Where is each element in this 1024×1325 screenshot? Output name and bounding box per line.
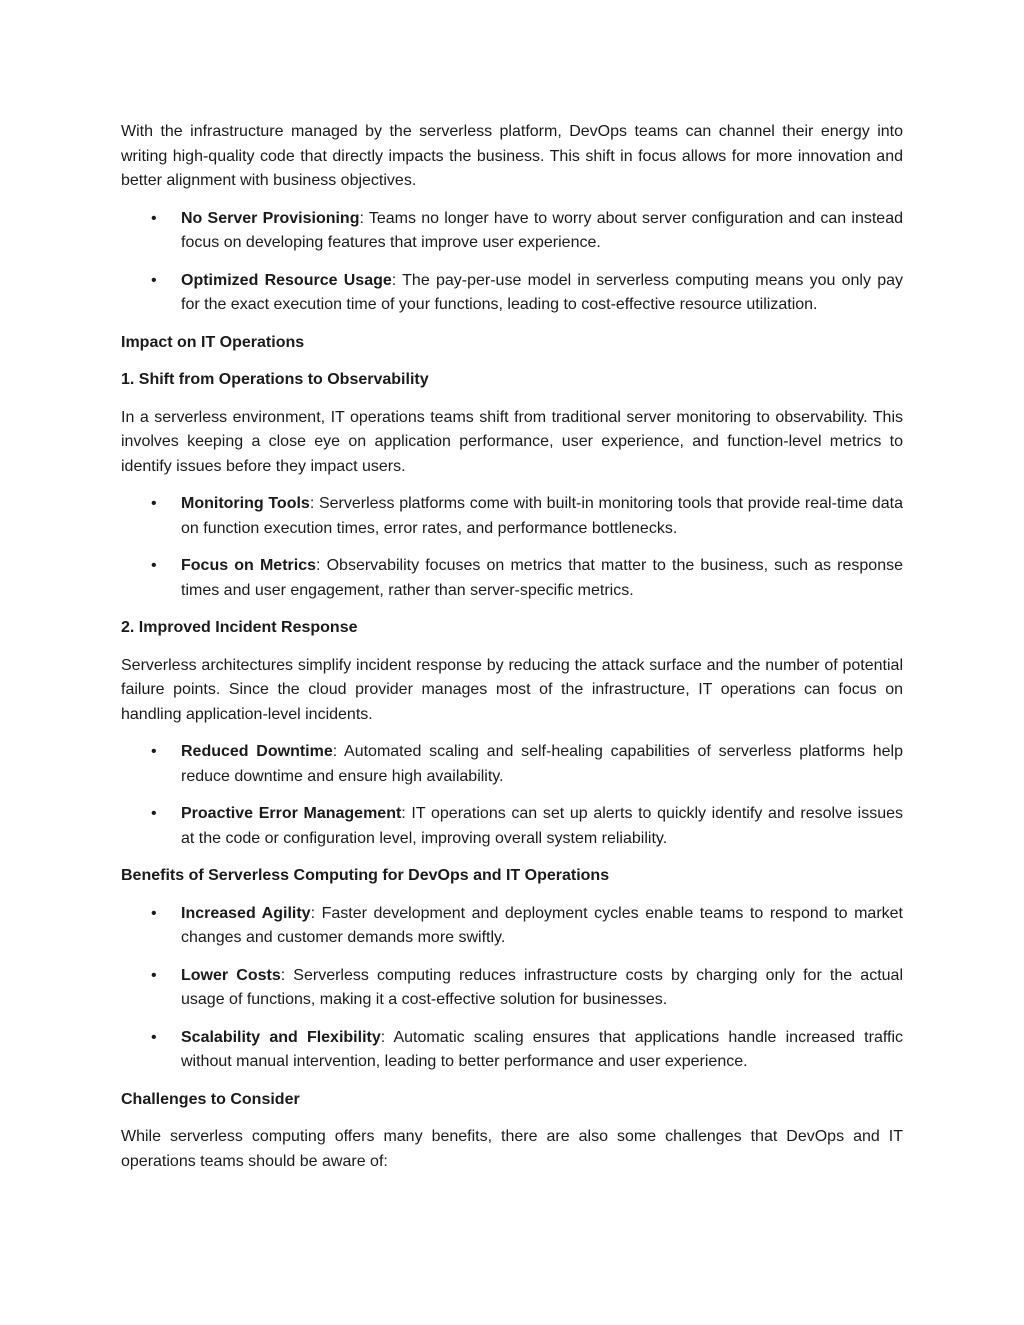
bullet-term: Focus on Metrics bbox=[181, 557, 316, 574]
bullet-text: : Teams no longer have to worry about server configuration and can instead focus on developing features that improve user experience. bbox=[181, 209, 903, 251]
impact-heading: Impact on IT Operations bbox=[121, 333, 305, 351]
bullet-term: Monitoring Tools bbox=[181, 495, 310, 512]
list-item bbox=[121, 964, 903, 1013]
bullet-icon: • bbox=[151, 209, 157, 227]
list-item bbox=[121, 740, 903, 789]
shift-heading: 1. Shift from Operations to Observability bbox=[121, 371, 429, 388]
benefits-bullet-list bbox=[121, 902, 903, 1075]
incident-heading: 2. Improved Incident Response bbox=[121, 619, 358, 636]
challenges-heading: Challenges to Consider bbox=[121, 1090, 300, 1108]
bullet-icon: • bbox=[151, 271, 157, 289]
list-item bbox=[121, 492, 903, 541]
bullet-text: : Automated scaling and self-healing capabilities of serverless platforms help reduce downtime and ensure high availability. bbox=[181, 743, 904, 785]
bullet-text: : Serverless platforms come with built-in monitoring tools that provide real-time data on function execution times, error rates, and performance bottlenecks. bbox=[181, 495, 904, 537]
incident-paragraph: Serverless architectures simplify incident response by reducing the attack surface and the number of potential failure points. Since the cloud provider manages most of the infrastructure, IT operations can focus on handling application-level incidents. bbox=[121, 656, 903, 723]
bullet-term: Reduced Downtime bbox=[181, 743, 333, 760]
bullet-icon: • bbox=[151, 904, 157, 922]
list-item bbox=[121, 554, 903, 603]
list-item bbox=[121, 1026, 903, 1075]
challenges-paragraph: While serverless computing offers many benefits, there are also some challenges that DevOps and IT operations teams should be aware of: bbox=[121, 1128, 903, 1170]
bullet-term: Increased Agility bbox=[181, 904, 311, 922]
bullet-icon: • bbox=[151, 805, 157, 822]
list-item bbox=[121, 269, 903, 318]
list-item bbox=[121, 802, 903, 851]
bullet-term: Optimized Resource Usage bbox=[181, 271, 392, 289]
bullet-term: No Server Provisioning bbox=[181, 209, 360, 227]
shift-bullet-list bbox=[121, 492, 903, 603]
bullet-term: Lower Costs bbox=[181, 966, 281, 984]
bullet-icon: • bbox=[151, 1028, 157, 1046]
bullet-text: : The pay-per-use model in serverless computing means you only pay for the exact execution time of your functions, leading to cost-effective resource utilization. bbox=[181, 271, 904, 313]
bullet-text: : Serverless computing reduces infrastructure costs by charging only for the actual usage of functions, making it a cost-effective solution for businesses. bbox=[181, 966, 904, 1008]
bullet-icon: • bbox=[151, 557, 157, 574]
benefits-heading: Benefits of Serverless Computing for DevOps and IT Operations bbox=[121, 867, 610, 884]
bullet-text: : Automatic scaling ensures that applications handle increased traffic without manual intervention, leading to better performance and user experience. bbox=[181, 1028, 904, 1070]
shift-paragraph: In a serverless environment, IT operations teams shift from traditional server monitoring to observability. This involves keeping a close eye on application performance, user experience, and function-level metrics to identify issues before they impact users. bbox=[121, 408, 903, 475]
bullet-term: Proactive Error Management bbox=[181, 805, 402, 822]
bullet-icon: • bbox=[151, 495, 157, 512]
list-item bbox=[121, 207, 903, 256]
intro-paragraph: With the infrastructure managed by the serverless platform, DevOps teams can channel their energy into writing high-quality code that directly impacts the business. This shift in focus allows for more innovation and better alignment with business objectives. bbox=[121, 123, 903, 189]
intro-bullet-list bbox=[121, 207, 903, 318]
bullet-text: : Faster development and deployment cycles enable teams to respond to market changes and customer demands more swiftly. bbox=[181, 904, 904, 946]
bullet-icon: • bbox=[151, 743, 157, 760]
list-item bbox=[121, 902, 903, 951]
incident-bullet-list bbox=[121, 740, 903, 851]
bullet-term: Scalability and Flexibility bbox=[181, 1028, 381, 1046]
bullet-text: : IT operations can set up alerts to quickly identify and resolve issues at the code or configuration level, improving overall system reliability. bbox=[181, 805, 903, 847]
bullet-text: : Observability focuses on metrics that matter to the business, such as response times and user engagement, rather than server-specific metrics. bbox=[181, 557, 904, 599]
bullet-icon: • bbox=[151, 966, 157, 984]
